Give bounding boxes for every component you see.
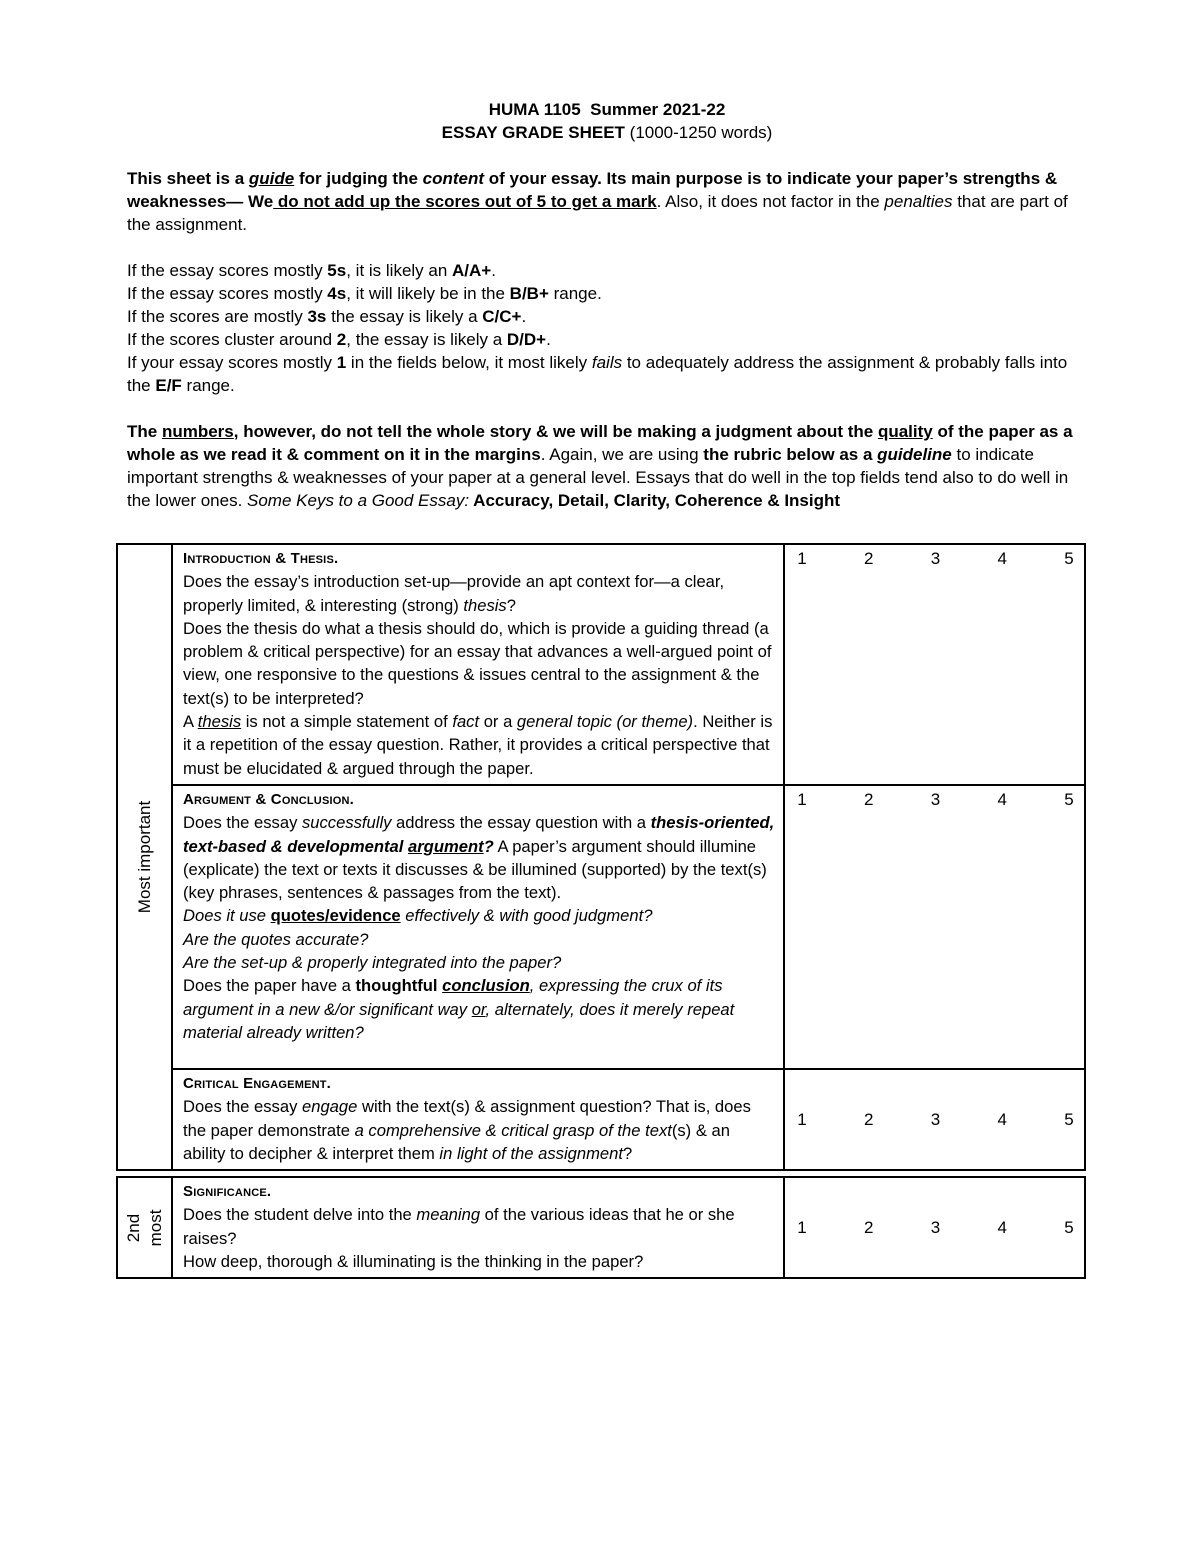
- score-2[interactable]: 2: [864, 549, 874, 568]
- score-4[interactable]: 4: [997, 1110, 1007, 1130]
- guide-line-2s: If the scores cluster around 2, the essay is likely a D/D+.: [127, 330, 551, 349]
- score-cell: [784, 1069, 1085, 1170]
- most-important-label: Most important: [134, 800, 154, 914]
- document-body: [127, 98, 1087, 512]
- word-range: (1000-1250 words): [629, 123, 773, 142]
- rubric-table-main: [116, 543, 1086, 1171]
- criterion-significance: Significance. Does the student delve into the meaning of the various ideas that he or she raises? How deep, thorough & illuminating is the thinking in the paper?: [172, 1177, 784, 1278]
- intro-paragraph: This sheet is a guide for judging the content of your essay. Its main purpose is to indicate your paper’s strengths & weaknesses— We do not add up the scores out of 5 to get a mark. Also, it does not factor in the penalties that are part of the assignment.: [127, 169, 1068, 234]
- score-2[interactable]: 2: [864, 1110, 874, 1130]
- criterion-heading: Introduction & Thesis.: [183, 550, 339, 567]
- term: Summer 2021-22: [590, 100, 726, 119]
- group-label-cell: [117, 544, 172, 1170]
- course-title: [127, 98, 1087, 121]
- criterion-heading: Significance.: [183, 1183, 272, 1200]
- score-4[interactable]: 4: [997, 789, 1007, 809]
- sheet-title: [127, 121, 1087, 144]
- score-cell: [784, 785, 1085, 1069]
- rubric-table-secondary: [116, 1176, 1086, 1279]
- criterion-heading: Critical Engagement.: [183, 1074, 332, 1092]
- criterion-critical-engagement: Critical Engagement. Does the essay engage with the text(s) & assignment question? That is, does the paper demonstrate a comprehensive & critical grasp of the text(s) & an ability to decipher & interpret them in light of the assignment?: [172, 1069, 784, 1170]
- score-5[interactable]: 5: [1064, 549, 1074, 568]
- score-1[interactable]: 1: [797, 549, 807, 568]
- guide-line-5s: If the essay scores mostly 5s, it is likely an A/A+.: [127, 261, 496, 280]
- score-cell: [784, 1177, 1085, 1278]
- score-2[interactable]: 2: [864, 1218, 874, 1238]
- score-3[interactable]: 3: [930, 1218, 941, 1238]
- score-4[interactable]: 4: [997, 549, 1007, 568]
- guide-line-1s: If your essay scores mostly 1 in the fields below, it most likely fails to adequately address the assignment & probably falls into the E/F range.: [127, 353, 1068, 395]
- criterion-heading: Argument & Conclusion.: [183, 790, 355, 808]
- group-label-cell: [117, 1177, 172, 1278]
- criterion-introduction: Introduction & Thesis. Does the essay’s introduction set-up—provide an apt context for—a clear, properly limited, & interesting (strong) thesis? Does the thesis do what a thesis should do, which is provide a guiding thread (a problem & critical perspective) for an essay that advances a well-argued point of view, one responsive to the questions & issues central to the assignment & the text(s) to be interpreted? A thesis is not a simple statement of fact or a general topic (or theme). Neither is it a repetition of the essay question. Rather, it provides a critical perspective that must be elucidated & argued through the paper.: [172, 544, 784, 785]
- score-3[interactable]: 3: [930, 789, 941, 809]
- score-1[interactable]: 1: [797, 789, 807, 809]
- score-3[interactable]: 3: [930, 1110, 941, 1130]
- score-cell: [784, 544, 1085, 785]
- score-3[interactable]: 3: [930, 549, 941, 568]
- criterion-argument: Argument & Conclusion. Does the essay successfully address the essay question with a thesis-oriented, text-based & developmental argument? A paper’s argument should illumine (explicate) the text or texts it discusses & be illumined (supported) by the text(s) (key phrases, sentences & passages from the text). Does it use quotes/evidence effectively & with good judgment? Are the quotes accurate? Are the set-up & properly integrated into the paper? Does the paper have a thoughtful conclusion, expressing the crux of its argument in a new &/or significant way or, alternately, does it merely repeat material already written?: [172, 785, 784, 1069]
- guide-line-3s: If the scores are mostly 3s the essay is likely a C/C+.: [127, 307, 527, 326]
- score-4[interactable]: 4: [997, 1218, 1007, 1238]
- score-5[interactable]: 5: [1064, 1218, 1074, 1238]
- second-most-label: 2nd most: [123, 1209, 165, 1247]
- note-paragraph: The numbers, however, do not tell the whole story & we will be making a judgment about the quality of the paper as a whole as we read it & comment on it in the margins. Again, we are using the rubric below as a guideline to indicate important strengths & weaknesses of your paper at a general level. Essays that do well in the top fields tend also to do well in the lower ones. Some Keys to a Good Essay: Accuracy, Detail, Clarity, Coherence & Insight: [127, 422, 1073, 510]
- guide-line-4s: If the essay scores mostly 4s, it will likely be in the B/B+ range.: [127, 284, 602, 303]
- score-2[interactable]: 2: [864, 789, 874, 809]
- sheet-title-text: ESSAY GRADE SHEET: [441, 123, 625, 142]
- score-1[interactable]: 1: [797, 1218, 807, 1238]
- score-5[interactable]: 5: [1064, 1110, 1074, 1130]
- score-1[interactable]: 1: [797, 1110, 807, 1130]
- score-5[interactable]: 5: [1064, 789, 1074, 809]
- course-code: HUMA 1105: [488, 100, 581, 119]
